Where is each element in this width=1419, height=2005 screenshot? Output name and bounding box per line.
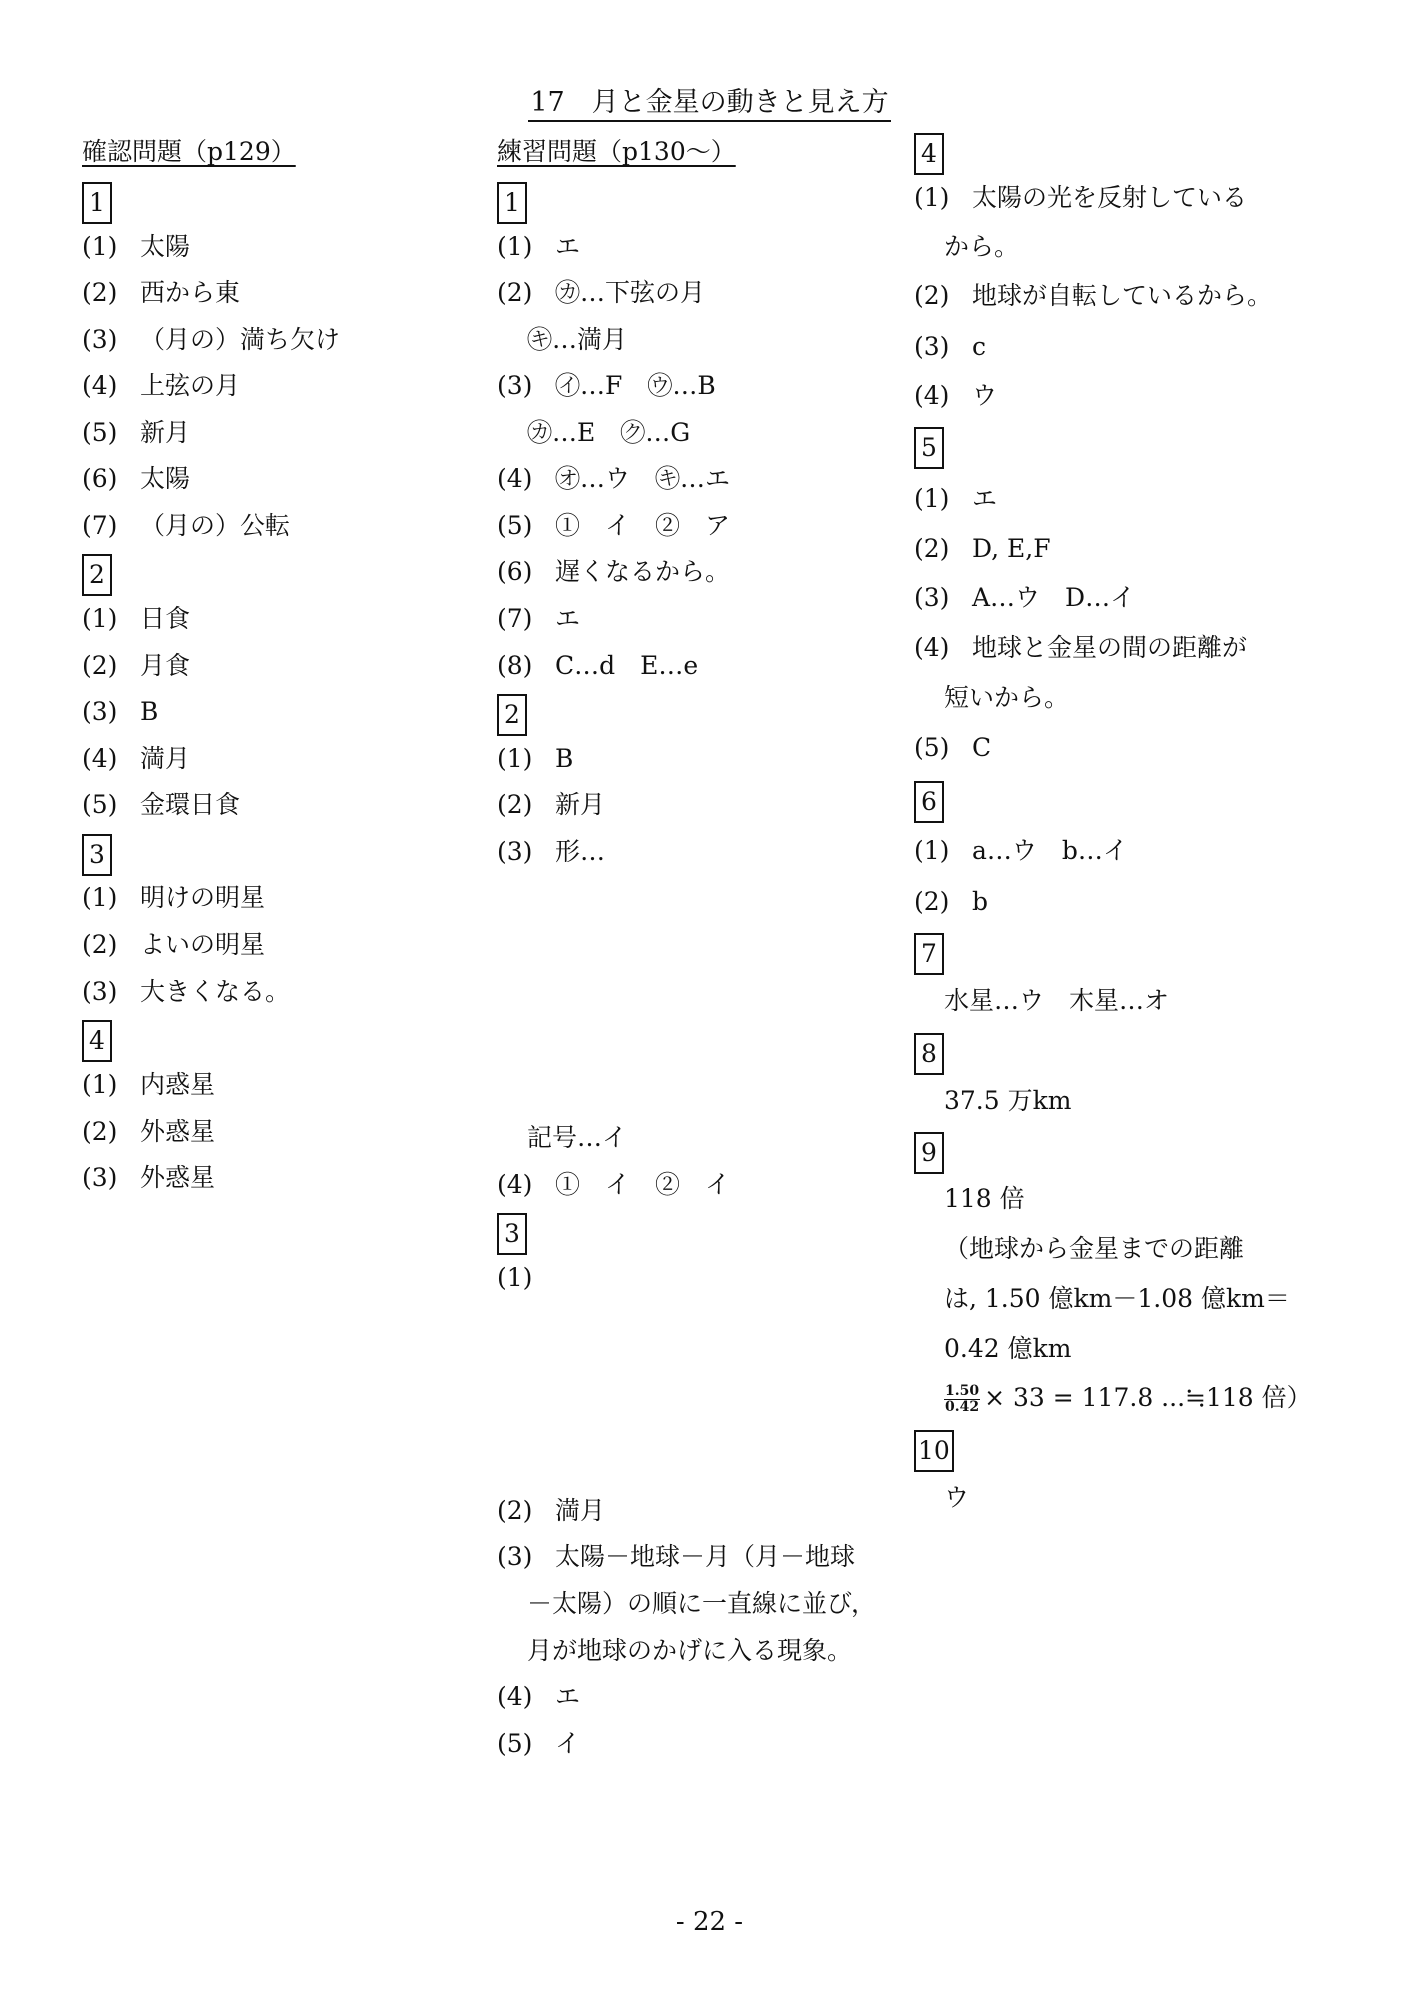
item-number: (2)	[82, 278, 118, 307]
answer-text: 内惑星	[140, 1070, 216, 1099]
answer-line	[914, 630, 1247, 666]
answer-text: B	[555, 744, 574, 773]
question-number: 1	[82, 182, 112, 224]
answer-line	[914, 531, 1051, 567]
answer-text: 地球と金星の間の距離が	[972, 633, 1248, 662]
answer-text: 水星…ウ 木星…オ	[944, 986, 1170, 1015]
answer-text: 37.5 万km	[944, 1086, 1072, 1115]
question-number-box	[497, 694, 527, 730]
item-number: (3)	[497, 837, 533, 866]
item-number: (1)	[914, 183, 950, 212]
answer-line	[82, 787, 240, 823]
question-number: 5	[914, 427, 944, 469]
item-number: (3)	[497, 371, 533, 400]
answer-line	[82, 415, 190, 451]
fraction-denominator: 0.42	[945, 1399, 980, 1415]
question-number: 8	[914, 1033, 944, 1075]
answer-line	[497, 1726, 580, 1762]
item-number: (2)	[914, 534, 950, 563]
item-number: (4)	[914, 381, 950, 410]
item-number: (1)	[82, 232, 118, 261]
answer-text: （月の）満ち欠け	[140, 325, 341, 354]
answer-line	[497, 1120, 627, 1156]
answer-line	[914, 1281, 1290, 1317]
question-number-box	[914, 933, 944, 969]
item-number: (4)	[497, 464, 533, 493]
answer-line	[82, 694, 158, 730]
answer-text: 新月	[140, 418, 191, 447]
answer-line	[914, 1181, 1025, 1217]
item-number: (5)	[82, 790, 118, 819]
answer-line	[497, 1679, 580, 1715]
question-number: 2	[497, 694, 527, 736]
question-number: 4	[82, 1020, 112, 1062]
item-number: (4)	[82, 371, 118, 400]
item-number: (6)	[497, 557, 533, 586]
item-number: (6)	[82, 464, 118, 493]
answer-text: 形…	[555, 837, 606, 866]
item-number: (3)	[82, 325, 118, 354]
item-number: (2)	[82, 651, 118, 680]
page-number: - 22 -	[675, 1907, 744, 1937]
item-number: (1)	[497, 232, 533, 261]
answer-line	[82, 1160, 215, 1196]
answer-line	[497, 554, 730, 590]
answer-text: C	[972, 733, 992, 762]
answer-text: －太陽）の順に一直線に並び，	[527, 1589, 877, 1618]
item-number: (5)	[497, 1729, 533, 1758]
question-number-box	[914, 1430, 954, 1466]
answer-line	[497, 461, 730, 497]
answer-line	[82, 601, 190, 637]
answer-line	[497, 1260, 555, 1296]
answer-text: 遅くなるから。	[555, 557, 731, 586]
answer-line	[497, 508, 730, 544]
answer-line	[914, 329, 986, 365]
answer-text: c	[972, 332, 987, 361]
question-number: 4	[914, 133, 944, 175]
item-number: (3)	[914, 583, 950, 612]
question-number-box	[82, 554, 112, 590]
item-number: (1)	[914, 836, 950, 865]
page-title-text: 17 月と金星の動きと見え方	[528, 87, 890, 122]
answer-line	[914, 378, 997, 414]
answer-line	[497, 1586, 876, 1622]
answer-text: ㋔…ウ ㋖…エ	[555, 464, 731, 493]
answer-line	[497, 322, 627, 358]
answer-text: ① イ ② ア	[555, 511, 731, 540]
answer-text: （月の）公転	[140, 511, 291, 540]
answer-line	[82, 322, 340, 358]
answer-line	[497, 415, 690, 451]
answer-line	[914, 884, 988, 920]
answer-line	[82, 1114, 215, 1150]
answer-line	[82, 741, 190, 777]
item-number: (2)	[497, 278, 533, 307]
item-number: (3)	[497, 1542, 533, 1571]
answer-text: イ	[555, 1729, 581, 1758]
answer-text: 大きくなる。	[140, 977, 291, 1006]
fraction	[944, 1384, 980, 1415]
answer-line	[497, 834, 605, 870]
item-number: (8)	[497, 651, 533, 680]
answer-text: 118 倍	[944, 1184, 1025, 1213]
answer-line	[914, 580, 1135, 616]
answer-text: から。	[944, 232, 1020, 261]
answer-text: B	[140, 697, 159, 726]
answer-text: 西から東	[140, 278, 241, 307]
answer-text: ウ	[972, 381, 998, 410]
answer-text: 短いから。	[944, 683, 1070, 712]
item-number: (2)	[82, 1117, 118, 1146]
answer-line	[82, 368, 240, 404]
answer-text: 金環日食	[140, 790, 241, 819]
question-number: 1	[497, 182, 527, 224]
item-number: (1)	[82, 883, 118, 912]
item-number: (4)	[497, 1682, 533, 1711]
answer-text: A…ウ D…イ	[972, 583, 1136, 612]
answer-text: 新月	[555, 790, 606, 819]
answer-line	[82, 974, 290, 1010]
answer-line	[497, 741, 573, 777]
answer-line	[497, 229, 580, 265]
item-number: (4)	[497, 1170, 533, 1199]
answer-text: C…d E…e	[555, 651, 699, 680]
item-number: (3)	[82, 1163, 118, 1192]
answer-text: よいの明星	[140, 930, 266, 959]
answer-text: エ	[555, 1682, 581, 1711]
answer-line	[914, 1331, 1071, 1367]
question-number-box	[914, 1033, 944, 1069]
item-number: (1)	[497, 744, 533, 773]
answer-line	[914, 278, 1272, 314]
answer-text: エ	[972, 484, 998, 513]
answer-line	[497, 787, 605, 823]
answer-line	[914, 1480, 969, 1516]
answer-line	[82, 508, 290, 544]
answer-text: D, E,F	[972, 534, 1051, 563]
answer-text: ㋕…E ㋗…G	[527, 418, 691, 447]
item-number: (1)	[82, 1070, 118, 1099]
answer-text: 満月	[140, 744, 191, 773]
answer-line	[82, 275, 240, 311]
item-number: (5)	[82, 418, 118, 447]
section-header: 確認問題（p129）	[82, 137, 296, 166]
section-header: 練習問題（p130～）	[497, 137, 736, 166]
answer-line	[914, 983, 1169, 1019]
item-number: (5)	[914, 733, 950, 762]
answer-line	[914, 481, 997, 517]
question-number: 7	[914, 933, 944, 975]
question-number: 9	[914, 1132, 944, 1174]
answer-line	[497, 1539, 855, 1575]
item-number: (7)	[497, 604, 533, 633]
item-number: (7)	[82, 511, 118, 540]
question-number-box	[82, 182, 112, 218]
answer-line	[914, 833, 1128, 869]
fraction-numerator: 1.50	[945, 1383, 980, 1399]
answer-line	[914, 1231, 1244, 1267]
answer-line	[82, 648, 190, 684]
answer-line	[82, 880, 265, 916]
answer-text: 太陽	[140, 464, 191, 493]
item-number: (2)	[497, 1496, 533, 1525]
answer-text: ① イ ② イ	[555, 1170, 731, 1199]
question-number-box	[914, 1132, 944, 1168]
answer-text: は, 1.50 億km－1.08 億km＝	[944, 1284, 1290, 1313]
answer-line	[82, 461, 190, 497]
fraction-formula	[914, 1380, 1312, 1416]
answer-line	[497, 1493, 605, 1529]
answer-text: a…ウ b…イ	[972, 836, 1128, 865]
answer-text: 上弦の月	[140, 371, 241, 400]
answer-line	[497, 1167, 730, 1203]
item-number: (2)	[914, 887, 950, 916]
answer-line	[497, 275, 705, 311]
answer-text: 日食	[140, 604, 191, 633]
question-number: 3	[497, 1213, 527, 1255]
answer-line	[914, 730, 991, 766]
answer-text: 0.42 億km	[944, 1334, 1072, 1363]
answer-line	[497, 601, 580, 637]
answer-text: 明けの明星	[140, 883, 266, 912]
formula-text: × 33 = 117.8 ...≒118 倍）	[984, 1383, 1312, 1412]
item-number: (3)	[82, 697, 118, 726]
answer-text: 記号…イ	[527, 1123, 628, 1152]
answer-text: エ	[555, 232, 581, 261]
answer-text: 太陽の光を反射している	[972, 183, 1248, 212]
question-number-box	[497, 182, 527, 218]
question-number: 10	[914, 1430, 954, 1472]
question-number: 3	[82, 834, 112, 876]
question-number: 2	[82, 554, 112, 596]
answer-text: 月が地球のかげに入る現象。	[527, 1636, 853, 1665]
answer-text: 外惑星	[140, 1117, 216, 1146]
answer-text: エ	[555, 604, 581, 633]
question-number-box	[497, 1213, 527, 1249]
answer-line	[914, 680, 1069, 716]
answer-text: ㋕…下弦の月	[555, 278, 706, 307]
item-number: (1)	[497, 1263, 533, 1292]
item-number: (2)	[497, 790, 533, 819]
answer-text: 太陽－地球－月（月－地球	[555, 1542, 856, 1571]
answer-text: （地球から金星までの距離	[944, 1234, 1245, 1263]
item-number: (3)	[82, 977, 118, 1006]
answer-line	[82, 1067, 215, 1103]
answer-line	[497, 1633, 852, 1669]
answer-line	[914, 229, 1019, 265]
answer-text: b	[972, 887, 989, 916]
answer-line	[82, 927, 265, 963]
answer-line	[497, 368, 716, 404]
answer-text: 外惑星	[140, 1163, 216, 1192]
question-number: 6	[914, 781, 944, 823]
question-number-box	[82, 1020, 112, 1056]
question-number-box	[82, 834, 112, 870]
answer-line	[914, 1083, 1071, 1119]
item-number: (2)	[914, 281, 950, 310]
answer-text: 月食	[140, 651, 191, 680]
item-number: (3)	[914, 332, 950, 361]
question-number-box	[914, 781, 944, 817]
answer-text: ウ	[944, 1483, 970, 1512]
page-title	[0, 86, 1419, 120]
item-number: (1)	[82, 604, 118, 633]
item-number: (5)	[497, 511, 533, 540]
answer-line	[914, 180, 1247, 216]
answer-text: 地球が自転しているから。	[972, 281, 1273, 310]
answer-line	[82, 229, 190, 265]
item-number: (4)	[914, 633, 950, 662]
question-number-box	[914, 427, 944, 463]
answer-text: ㋖…満月	[527, 325, 628, 354]
item-number: (4)	[82, 744, 118, 773]
answer-line	[497, 648, 698, 684]
answer-text: ㋑…F ㋒…B	[555, 371, 716, 400]
answer-text: 満月	[555, 1496, 606, 1525]
item-number: (1)	[914, 484, 950, 513]
answer-text: 太陽	[140, 232, 191, 261]
question-number-box	[914, 133, 944, 169]
item-number: (2)	[82, 930, 118, 959]
